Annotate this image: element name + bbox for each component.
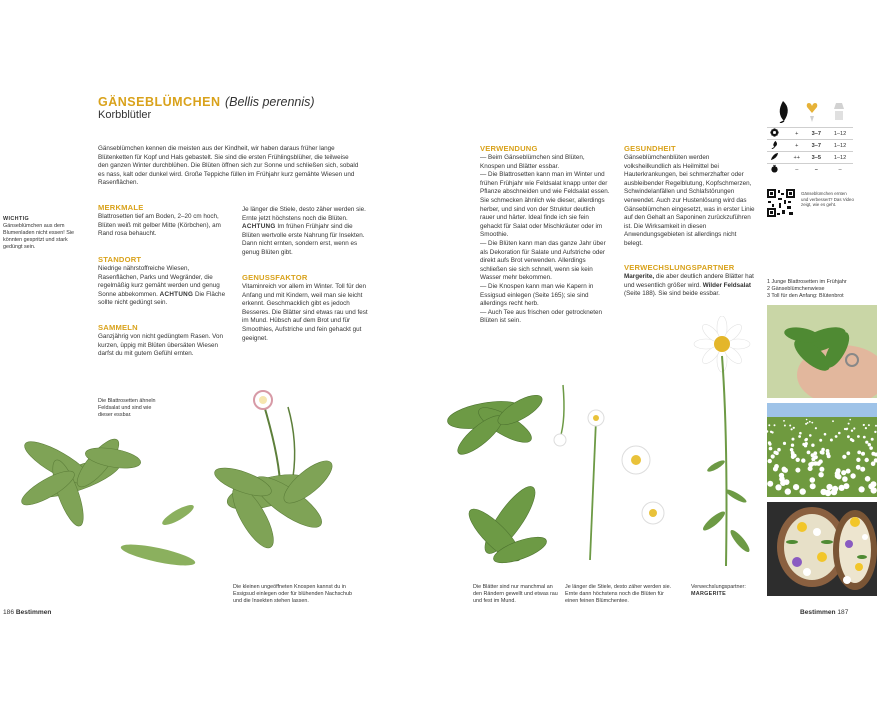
col2-keyword: ACHTUNG xyxy=(242,223,276,231)
buds-illustration xyxy=(208,382,358,562)
footer-right xyxy=(800,609,848,616)
verwendung-text: — Beim Gänseblümchen sind Blüten, Knospen und Blätter essbar. — Die Blattrosetten kann man im Winter und frühen Frühjahr wie Feldsalat knapp unter der Pflanze abschneiden und wie Feldsalat essen. Sie schmecken ähnlich wie dieser, allerdings herber, und sind von der Struktur deutlich rauer und härter. Ideal finde ich sie fein gehackt für Salat oder Mischkräuter oder im Smoothie. — Die Blüten kann man das ganze Jahr über als Dekoration für Salate und Aufstriche oder direkt aufs Brot verwenden. Allerdings schließen sie sich schnell, wenn sie kein Wasser mehr bekommen. — Die Knospen kann man wie Kapern in Essigsud einlegen (Seite 165); sie sind allerdings recht herb. — Auch Tee aus frischen oder getrockneten Blüten ist sein. xyxy=(480,154,610,325)
title-common: GÄNSEBLÜMCHEN xyxy=(98,95,221,109)
title-latin: (Bellis perennis) xyxy=(224,95,315,109)
genussfaktor-heading: GENUSSFAKTOR xyxy=(242,273,308,282)
footer-label-left: Bestimmen xyxy=(15,609,52,616)
photo-item-2: 2 Gänseblümchenwiese xyxy=(767,286,825,292)
footer-left xyxy=(3,609,51,616)
gesundheit-text: Gänseblümchenblüten werden volksheilkundlich als Heilmittel bei Hauterkrankungen, bei schmerzhafter oder ausbleibender Regelblutung, Kopfschmerzen, Schwindelanfällen und Schlafstörungen verwendet. Auch zur Hustenlösung wird das Gänseblümchen eingesetzt, was in erster Linie auf den Gehalt an Saponinen zurückzuführen ist. Die Wirksamkeit in diesen Anwendungsgebieten ist allerdings nicht belegt. xyxy=(624,154,755,247)
leaf-header-icon xyxy=(774,99,792,123)
photo-item-3: 3 Toll für den Anfang: Blütenbrot xyxy=(767,293,844,299)
verwechslung-heading: VERWECHSLUNGSPARTNER xyxy=(624,263,735,272)
verwechslung-text: die aber deutlich andere Blätter hat und wesentlich größer wird. xyxy=(624,273,754,289)
sammeln-section xyxy=(98,323,228,359)
warning-text: Gänseblümchen aus dem Blumenladen nicht essen! Sie könnten gespritzt und stark gedüngt sein. xyxy=(3,223,75,250)
caption-buds: Die kleinen ungeöffneten Knospen kannst du in Essigsud einlegen oder für blühenden Nachschub und die Insekten stehen lassen. xyxy=(233,584,352,604)
photo-list xyxy=(767,279,875,300)
verwechslung-name: Margerite, xyxy=(624,273,655,280)
col2-intro xyxy=(242,206,368,258)
photo-flower-bread xyxy=(767,502,877,596)
verwendung-section xyxy=(480,144,610,326)
standort-text-after: Die Fläche sollte nicht gedüngt sein. xyxy=(98,290,226,307)
legend-box xyxy=(767,94,853,176)
legend-months: – xyxy=(827,164,853,176)
verwechslung-text-after: (Seite 188). Sie sind beide essbar. xyxy=(624,290,720,298)
root-icon xyxy=(767,164,788,176)
merkmale-text: Blattrosetten tief am Boden, 2–20 cm hoch, Blüten weiß mit gelber Mitte (Körbchen), am Rand rosa behaucht. xyxy=(98,213,221,238)
qr-code-icon[interactable] xyxy=(767,189,795,217)
standort-keyword: ACHTUNG xyxy=(159,290,194,298)
verwendung-heading: VERWENDUNG xyxy=(480,144,538,153)
caption-partner xyxy=(691,584,761,598)
legend-row xyxy=(767,164,853,176)
gesundheit-section xyxy=(624,144,756,249)
sammeln-heading: SAMMELN xyxy=(98,323,138,332)
partner-label: Verwechslungspartner: xyxy=(691,584,746,590)
page-number-right: 187 xyxy=(837,609,849,616)
legend-row xyxy=(767,128,853,140)
intro-paragraph: Gänseblümchen kennen die meisten aus der Kindheit, wir haben daraus früher lange Blütenketten für Kopf und Hals gebastelt. Sie sind die ersten Frühlingsblüher, die teilweise den ganzen Winter durchblühen. Die Blüten öffnen sich zur Sonne und schließen sich, sobald es nass, kalt oder dunkel wird. Große Teppiche füllen im Frühjahr kurz gemähte Wiesen und Rasenflächen. xyxy=(98,145,359,187)
sammeln-text: Ganzjährig von nicht gedüngtem Rasen. Von kurzen, üppig mit Blüten übersäten Wiesen darfst du mit gutem Gefühl ernten. xyxy=(98,333,223,358)
photo-daisy-meadow xyxy=(767,403,877,497)
rosette-illustration xyxy=(8,418,208,578)
warning-box xyxy=(3,216,75,251)
partner-name: MARGERITE xyxy=(691,591,727,597)
healing-icon xyxy=(832,101,846,123)
standort-section xyxy=(98,255,228,308)
verwechslung-partner: Wilder Feldsalat xyxy=(702,281,751,289)
standort-text: Niedrige nährstoffreiche Wiesen, Rasenflächen, Parks und Wegränder, die regelmäßig kurz gemäht werden und genug Sonne abbekommen. xyxy=(98,265,220,298)
legend-range: 3–7 xyxy=(806,128,828,140)
qr-caption: Gänseblümchen ernten und verbessert? Das Video zeigt, wie es geht. xyxy=(801,191,854,208)
genussfaktor-text: Vitaminreich vor allem im Winter. Toll für den Anfang und mit Kindern, weil man sie leicht erkennt. Geschmacklich gibt es jedoch Besseres. Die Blätter sind etwas rau und fest im Mund. Hübsch auf dem Brot und für Smoothies, Aufstriche und fein gehackt gut geeignet. xyxy=(242,283,368,342)
caption-stems: Je länger die Stiele, desto zäher werden sie. Ernte dann höchstens noch die Blüten für einen feinen Blümchentee. xyxy=(565,584,672,604)
verwechslung-section xyxy=(624,263,756,299)
heart-icon xyxy=(805,101,819,123)
genussfaktor-section xyxy=(242,273,368,343)
merkmale-section xyxy=(98,203,228,239)
margerite-illustration xyxy=(688,316,768,576)
warning-heading: WICHTIG xyxy=(3,216,30,222)
photo-young-rosettes xyxy=(767,305,877,398)
caption-leaves: Die Blätter sind nur manchmal an den Rändern gewellt und etwas rau und fest im Mund. xyxy=(473,584,558,604)
gesundheit-heading: GESUNDHEIT xyxy=(624,144,676,153)
legend-table xyxy=(767,127,853,176)
legend-symbol: ++ xyxy=(788,152,806,164)
footer-label-right: Bestimmen xyxy=(800,609,836,616)
plant-family: Korbblütler xyxy=(98,109,152,121)
legend-range: – xyxy=(806,164,828,176)
leaf-icon xyxy=(767,140,788,152)
photo-item-1: 1 Junge Blattrosetten im Frühjahr xyxy=(767,279,847,285)
standort-heading: STANDORT xyxy=(98,255,142,264)
legend-range: 3–5 xyxy=(806,152,828,164)
flower-icon xyxy=(767,128,788,140)
legend-symbol: + xyxy=(788,140,806,152)
legend-months: 1–12 xyxy=(827,152,853,164)
herb-icon xyxy=(767,152,788,164)
legend-row xyxy=(767,152,853,164)
col2-text-after: Im frühen Frühjahr sind die Blüten wertvolle erste Nahrung für Insekten. Dann nicht ernten, sondern erst, wenn es genug Blüten gibt. xyxy=(242,223,365,256)
stems-illustration xyxy=(548,380,668,565)
legend-months: 1–12 xyxy=(827,140,853,152)
legend-months: 1–12 xyxy=(827,128,853,140)
legend-range: 3–7 xyxy=(806,140,828,152)
legend-row xyxy=(767,140,853,152)
legend-symbol: – xyxy=(788,164,806,176)
merkmale-heading: MERKMALE xyxy=(98,203,144,212)
col2-text: Je länger die Stiele, desto zäher werden sie. Ernte jetzt höchstens noch die Blüten. xyxy=(242,206,366,222)
caption-rosette: Die Blattrosetten ähneln Feldsalat und sind wie dieser essbar. xyxy=(98,398,156,418)
legend-symbol: + xyxy=(788,128,806,140)
page-number-left: 186 xyxy=(3,609,15,616)
